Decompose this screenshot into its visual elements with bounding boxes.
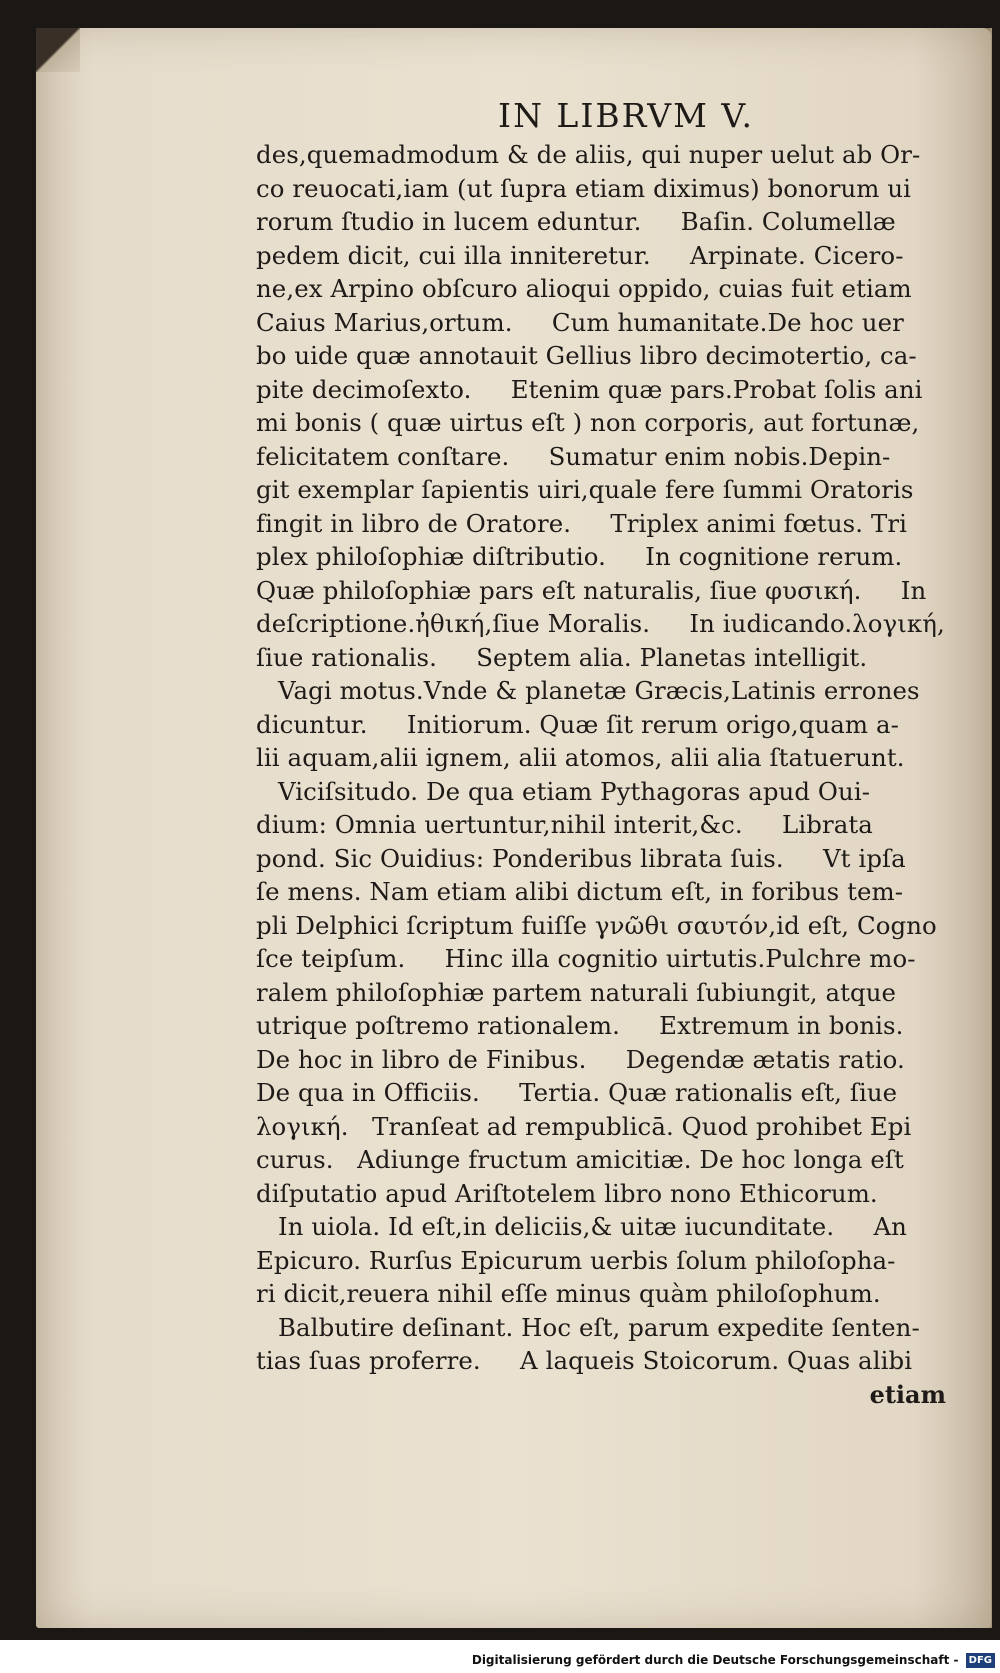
text-line: dium: Omnia uertuntur,nihil interit,&c. Librata <box>256 810 873 839</box>
catchword: etiam <box>869 1379 946 1409</box>
text-line: ri dicit,reuera nihil eſſe minus quàm philoſophum. <box>256 1279 881 1308</box>
text-line: utrique poſtremo rationalem. Extremum in bonis. <box>256 1011 904 1040</box>
text-line: curus. Adiunge fructum amicitiæ. De hoc longa eſt <box>256 1145 904 1174</box>
text-line: Epicuro. Rurſus Epicurum uerbis ſolum philoſopha- <box>256 1245 896 1275</box>
text-line: pedem dicit, cui illa inniteretur. Arpinate. Cicero- <box>256 240 904 270</box>
text-line: co reuocati,iam (ut ſupra etiam diximus) bonorum ui <box>256 173 912 203</box>
text-line: Caius Marius,ortum. Cum humanitate.De hoc uer <box>256 307 904 337</box>
text-line: plex philoſophiæ diſtributio. In cognitione rerum. <box>256 542 903 571</box>
text-line: tias ſuas proferre. A laqueis Stoicorum. Quas alibi <box>256 1346 913 1375</box>
text-line: des,quemadmodum & de aliis, qui nuper uelut ab Or- <box>256 140 921 169</box>
text-line: ſe mens. Nam etiam alibi dictum eſt, in foribus tem- <box>256 877 904 906</box>
text-line: De hoc in libro de Finibus. Degendæ ætatis ratio. <box>256 1044 905 1074</box>
text-line: fingit in libro de Oratore. Triplex animi fœtus. Tri <box>256 508 907 538</box>
text-line: λογική. Tranſeat ad rempublicā. Quod prohibet Epi <box>256 1111 912 1141</box>
text-line: In uiola. Id eſt,in deliciis,& uitæ iucunditate. An <box>278 1212 907 1241</box>
text-line: pite decimoſexto. Etenim quæ pars.Probat ſolis ani <box>256 374 923 404</box>
text-line: Balbutire deſinant. Hoc eſt, parum expedite ſenten- <box>278 1312 920 1342</box>
text-line: ralem philoſophiæ partem naturali ſubiungit, atque <box>256 977 897 1007</box>
text-line: lii aquam,alii ignem, alii atomos, alii alia ſtatuerunt. <box>256 743 905 772</box>
text-line: pli Delphici ſcriptum fuiſſe γνῶθι σαυτόν,id eſt, Cogno <box>256 910 937 940</box>
text-line: bo uide quæ annotauit Gellius libro decimotertio, ca- <box>256 341 917 370</box>
text-line: Vagi motus.Vnde & planetæ Græcis,Latinis errones <box>278 676 920 705</box>
text-line: diſputatio apud Ariſtotelem libro nono Ethicorum. <box>256 1178 878 1208</box>
text-line: pond. Sic Ouidius: Ponderibus librata ſuis. Vt ipſa <box>256 843 906 873</box>
folded-corner <box>36 28 80 72</box>
text-line: Quæ philoſophiæ pars eſt naturalis, ſiue φυσική. In <box>256 575 927 605</box>
text-line: ſce teipſum. Hinc illa cognitio uirtutis.Pulchre mo- <box>256 944 916 973</box>
text-line: dicuntur. Initiorum. Quæ ſit rerum origo,quam a- <box>256 709 899 739</box>
text-line: rorum ſtudio in lucem eduntur. Baſin. Columellæ <box>256 207 896 236</box>
page-text <box>256 94 956 1412</box>
dfg-logo: DFG <box>966 1653 995 1668</box>
text-line: mi bonis ( quæ uirtus eſt ) non corporis, aut fortunæ, <box>256 408 920 437</box>
footer-credit <box>0 1648 995 1673</box>
text-lines <box>256 138 956 1378</box>
footer-text: Digitalisierung gefördert durch die Deutsche Forschungsgemeinschaft - <box>471 1653 959 1667</box>
text-line: ſiue rationalis. Septem alia. Planetas intelligit. <box>256 642 868 672</box>
text-line: deſcriptione.ἠθική,ſiue Moralis. In iudicando.λογική, <box>256 609 945 638</box>
text-line: De qua in Officiis. Tertia. Quæ rationalis eſt, ſiue <box>256 1078 898 1107</box>
text-line: git exemplar ſapientis uiri,quale fere ſummi Oratoris <box>256 475 914 504</box>
running-head: IN LIBRVM V. <box>498 96 754 135</box>
text-line: Viciſsitudo. De qua etiam Pythagoras apud Oui- <box>278 776 871 806</box>
text-line: felicitatem conſtare. Sumatur enim nobis.Depin- <box>256 441 891 471</box>
text-line: ne,ex Arpino obſcuro alioqui oppido, cuias fuit etiam <box>256 274 912 303</box>
